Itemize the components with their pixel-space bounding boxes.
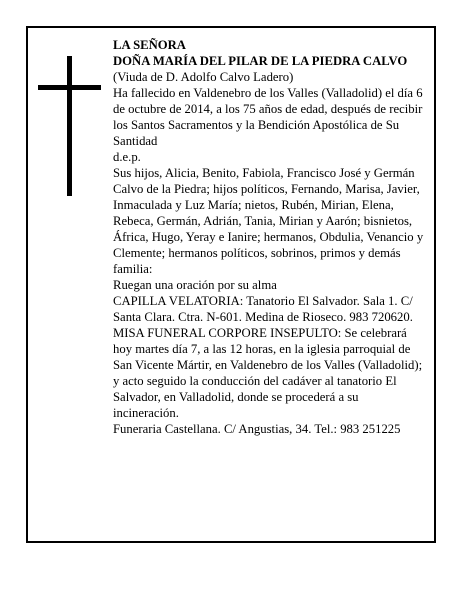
cross-vertical-bar xyxy=(67,56,72,196)
dep-line: d.e.p. xyxy=(113,150,141,164)
death-info: Ha fallecido en Valdenebro de los Valles (Valladolid) el día 6 de octubre de 2014, a los 75 años de edad, después de recibir los Santos Sacramentos y la Bendición Apostólica de Su Santidad xyxy=(113,86,423,148)
title-line: LA SEÑORA xyxy=(113,38,186,52)
funeral-home: Funeraria Castellana. C/ Angustias, 34. Tel.: 983 251225 xyxy=(113,422,401,436)
cross-horizontal-bar xyxy=(38,85,101,90)
widow-line: (Viuda de D. Adolfo Calvo Ladero) xyxy=(113,70,294,84)
prayer-line: Ruegan una oración por su alma xyxy=(113,278,277,292)
obituary-text xyxy=(113,37,425,437)
family-list: Sus hijos, Alicia, Benito, Fabiola, Francisco José y Germán Calvo de la Piedra; hijos políticos, Fernando, Marisa, Javier, Inmaculada y Luz María; nietos, Rubén, Mirian, Elena, Rebeca, Germán, Adrián, Tania, Mirian y Aarón; bisnietos, África, Hugo, Yeray e Ianire; hermanos, Obdulia, Venancio y Clemente; hermanos políticos, sobrinos, primos y demás familia: xyxy=(113,166,424,276)
deceased-name: DOÑA MARÍA DEL PILAR DE LA PIEDRA CALVO xyxy=(113,54,408,68)
chapel-info: CAPILLA VELATORIA: Tanatorio El Salvador. Sala 1. C/ Santa Clara. Ctra. N-601. Medina de Rioseco. 983 720620. MISA FUNERAL CORPORE INSEPULTO: Se celebrará hoy martes día 7, a las 12 horas, en la iglesia parroquial de San Vicente Mártir, en Valdenebro de los Valles (Valladolid); y acto seguido la conducción del cadáver al tanatorio El Salvador, en Valladolid, donde se procederá a su incineración. xyxy=(113,294,423,420)
